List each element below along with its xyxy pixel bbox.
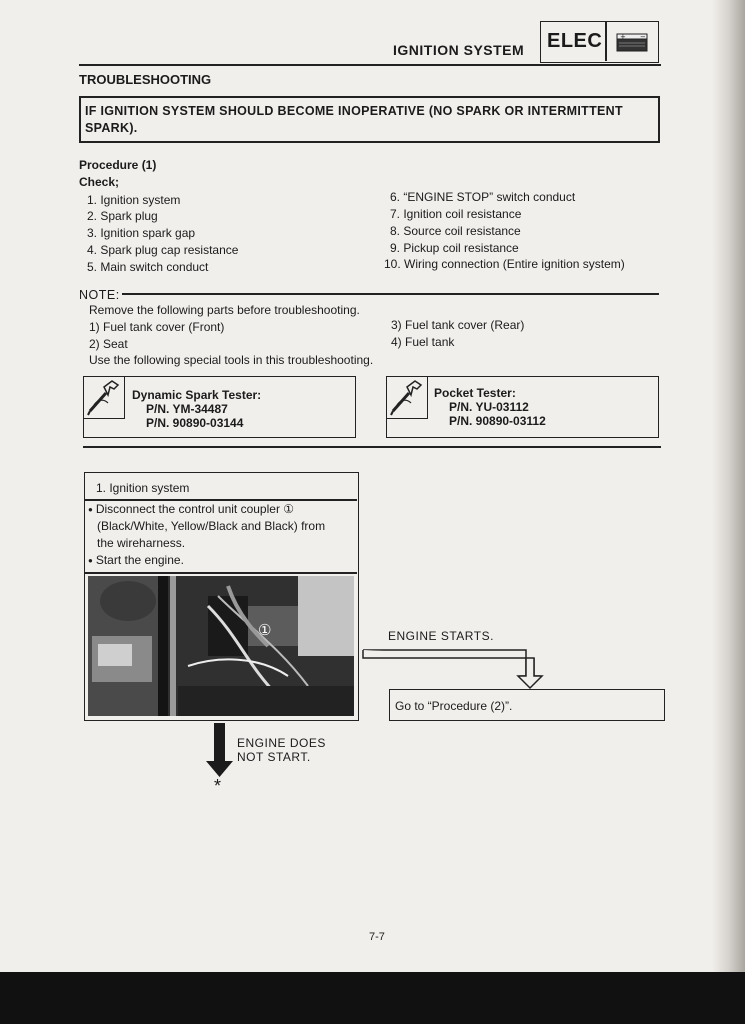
flow-starts-label: ENGINE STARTS. (388, 629, 494, 643)
check-item-3: 3. Ignition spark gap (87, 226, 196, 240)
header-rule (79, 64, 661, 66)
check-label: Check; (79, 175, 120, 189)
section-heading: TROUBLESHOOTING (79, 72, 212, 87)
problem-box (79, 96, 660, 143)
check-item-1: 1. Ignition system (87, 193, 181, 207)
problem-text: IF IGNITION SYSTEM SHOULD BECOME INOPERATIVE (NO SPARK OR INTERMITTENT SPARK). (85, 104, 623, 135)
note-part-3: 3) Fuel tank cover (Rear) (391, 318, 525, 332)
step-action-1: ● Disconnect the control unit coupler ① (88, 501, 294, 518)
note-tools-intro: Use the following special tools in this troubleshooting. (89, 353, 374, 367)
battery-icon (616, 30, 648, 52)
tool-name: Pocket Tester: (434, 386, 516, 400)
chapter-divider (605, 22, 607, 61)
photo-top-rule (85, 572, 357, 574)
wrench-icon (387, 377, 427, 417)
check-item-4: 4. Spark plug cap resistance (87, 243, 239, 257)
svg-text:−: − (640, 33, 646, 41)
note-part-4: 4) Fuel tank (391, 335, 455, 349)
tool-part-number: P/N. 90890-03112 (449, 414, 546, 428)
wrench-icon (84, 377, 124, 417)
tool-part-number: P/N. YU-03112 (449, 400, 529, 414)
step-box (84, 472, 359, 721)
tool-part-number: P/N. YM-34487 (146, 402, 228, 416)
check-item-7: 7. Ignition coil resistance (390, 207, 522, 221)
chapter-tag: ELEC (547, 30, 603, 52)
note-intro: Remove the following parts before troubleshooting. (89, 303, 360, 317)
check-item-10: 10. Wiring connection (Entire ignition system) (384, 257, 625, 271)
page-number: 7-7 (369, 931, 385, 943)
note-part-1: 1) Fuel tank cover (Front) (89, 320, 225, 334)
step-action-1-cont: the wireharness. (97, 536, 186, 550)
flow-not-start-label: ENGINE DOES (237, 736, 326, 750)
svg-text:+: + (620, 33, 626, 41)
tool-box-pocket-tester (386, 376, 659, 438)
check-item-5: 5. Main switch conduct (87, 260, 209, 274)
tool-icon-frame (83, 376, 125, 419)
step-action-2: ● Start the engine. (88, 552, 184, 569)
section-title: IGNITION SYSTEM (393, 42, 525, 58)
wiring-photo (88, 576, 354, 716)
flow-not-start-label-cont: NOT START. (237, 750, 311, 764)
step-title: 1. Ignition system (96, 481, 190, 495)
note-label: NOTE: (79, 288, 120, 302)
page-edge-shadow (712, 0, 745, 972)
goto-box (389, 689, 665, 721)
section-rule (83, 446, 661, 448)
tool-icon-frame (386, 376, 428, 419)
check-item-9: 9. Pickup coil resistance (390, 241, 519, 255)
step-action-1-cont: (Black/White, Yellow/Black and Black) from (97, 519, 326, 533)
flow-arrow-right-down (362, 646, 548, 690)
continuation-mark: * (214, 776, 222, 796)
check-item-6: 6. “ENGINE STOP” switch conduct (390, 190, 576, 204)
check-item-2: 2. Spark plug (87, 209, 158, 223)
check-item-8: 8. Source coil resistance (390, 224, 521, 238)
photo-callout: ① (258, 621, 272, 639)
tool-name: Dynamic Spark Tester: (132, 388, 262, 402)
procedure-title: Procedure (1) (79, 158, 157, 172)
tool-part-number: P/N. 90890-03144 (146, 416, 244, 430)
note-rule (122, 293, 659, 295)
goto-text: Go to “Procedure (2)”. (395, 699, 513, 713)
tool-box-spark-tester (83, 376, 356, 438)
flow-arrow-down (206, 723, 234, 779)
note-part-2: 2) Seat (89, 337, 128, 351)
chapter-tab (540, 21, 659, 63)
